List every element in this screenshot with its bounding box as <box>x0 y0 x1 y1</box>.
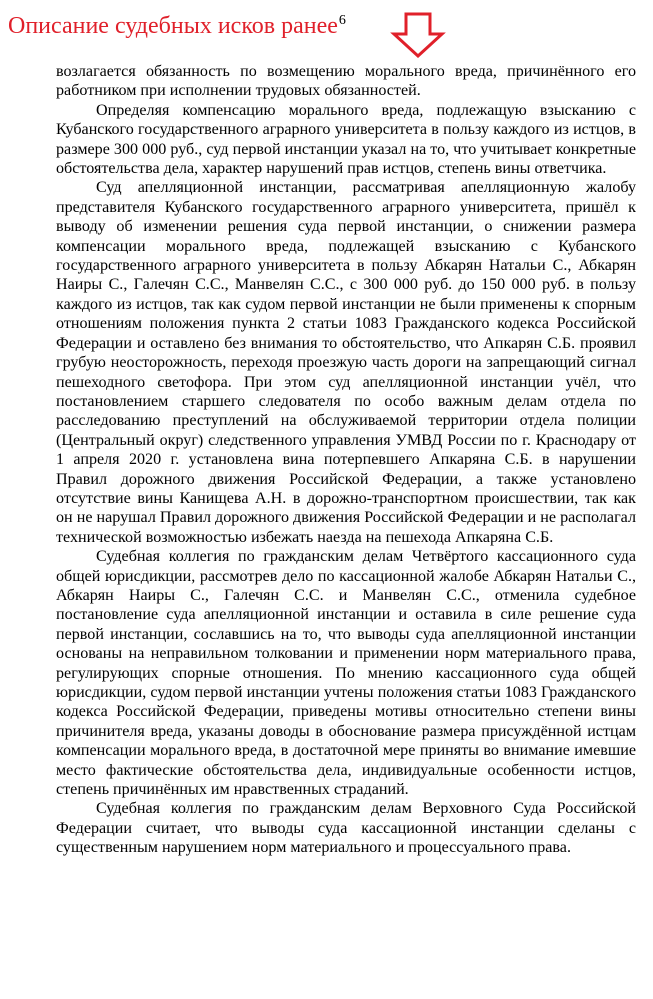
paragraph-1: возлагается обязанность по возмещению морального вреда, причинённого его работником при исполнении трудовых обязанностей. <box>56 63 636 100</box>
paragraph-5: Судебная коллегия по гражданским делам Верховного Суда Российской Федерации считает, что выводы суда кассационной инстанции сделаны с существенным нарушением норм материального и процессуального права. <box>56 800 636 857</box>
page-number: 6 <box>338 13 346 28</box>
paragraph-3: Суд апелляционной инстанции, рассматривая апелляционную жалобу представителя Кубанского государственного аграрного университета, пришёл к выводу об изменении решения суда первой инстанции, о снижении размера компенсации морального вреда, подлежащей взысканию с Кубанского государственного аграрного университета в пользу Абкарян Натальи С., Абкарян Наиры С., Галечян С.С., Манвелян С.С., с 300 000 руб. до 150 000 руб. в пользу каждого из истцов, так как судом первой инстанции не были применены к спорным отношениям положения пункта 2 статьи 1083 Гражданского кодекса Российской Федерации и оставлено без внимания то обстоятельство, что Апкарян С.Б. проявил грубую неосторожность, переходя проезжую часть дороги на запрещающий сигнал пешеходного светофора. При этом суд апелляционной инстанции учёл, что постановлением старшего следователя по особо важным делам отдела по расследованию преступлений на обслуживаемой территории отдела полиции (Центральный округ) следственного управления УМВД России по г. Краснодару от 1 апреля 2020 г. установлена вина потерпевшего Апкаряна С.Б. в нарушении Правил дорожного движения Российской Федерации, а также установлено отсутствие вины Канищева А.Н. в дорожно-транспортном происшествии, так как он не нарушал Правил дорожного движения Российской Федерации и не располагал технической возможностью избежать наезда на пешехода Апкаряна С.Б. <box>56 179 636 546</box>
paragraph-2: Определяя компенсацию морального вреда, подлежащую взысканию с Кубанского государственного аграрного университета в пользу каждого из истцов, в размере 300 000 руб., суд первой инстанции указал на то, что учитывает конкретные обстоятельства дела, характер нарушений прав истцов, степень вины ответчика. <box>56 101 636 178</box>
header-title-text: Описание судебных исков ранее <box>8 13 338 39</box>
document-body <box>56 62 636 858</box>
down-arrow-icon <box>390 12 446 58</box>
paragraph-4: Судебная коллегия по гражданским делам Четвёртого кассационного суда общей юрисдикции, рассмотрев дело по кассационной жалобе Абкарян Натальи С., Абкарян Наиры С., Галечян С.С. и Манвелян С.С., отменила судебное постановление суда апелляционной инстанции и оставила в силе решение суда первой инстанции, сославшись на то, что выводы суда апелляционной инстанции основаны на неправильном толковании и применении норм материального права, регулирующих спорные отношения. По мнению кассационного суда общей юрисдикции, судом первой инстанции учтены положения статьи 1083 Гражданского кодекса Российской Федерации, приведены мотивы относительно степени вины причинителя вреда, указаны доводы в обоснование размера присуждённой истцам компенсации морального вреда, в достаточной мере приняты во внимание имевшие место фактические обстоятельства дела, индивидуальные особенности истцов, степень причинённых им нравственных страданий. <box>56 548 636 799</box>
page-header <box>8 8 648 48</box>
header-title <box>8 14 346 38</box>
